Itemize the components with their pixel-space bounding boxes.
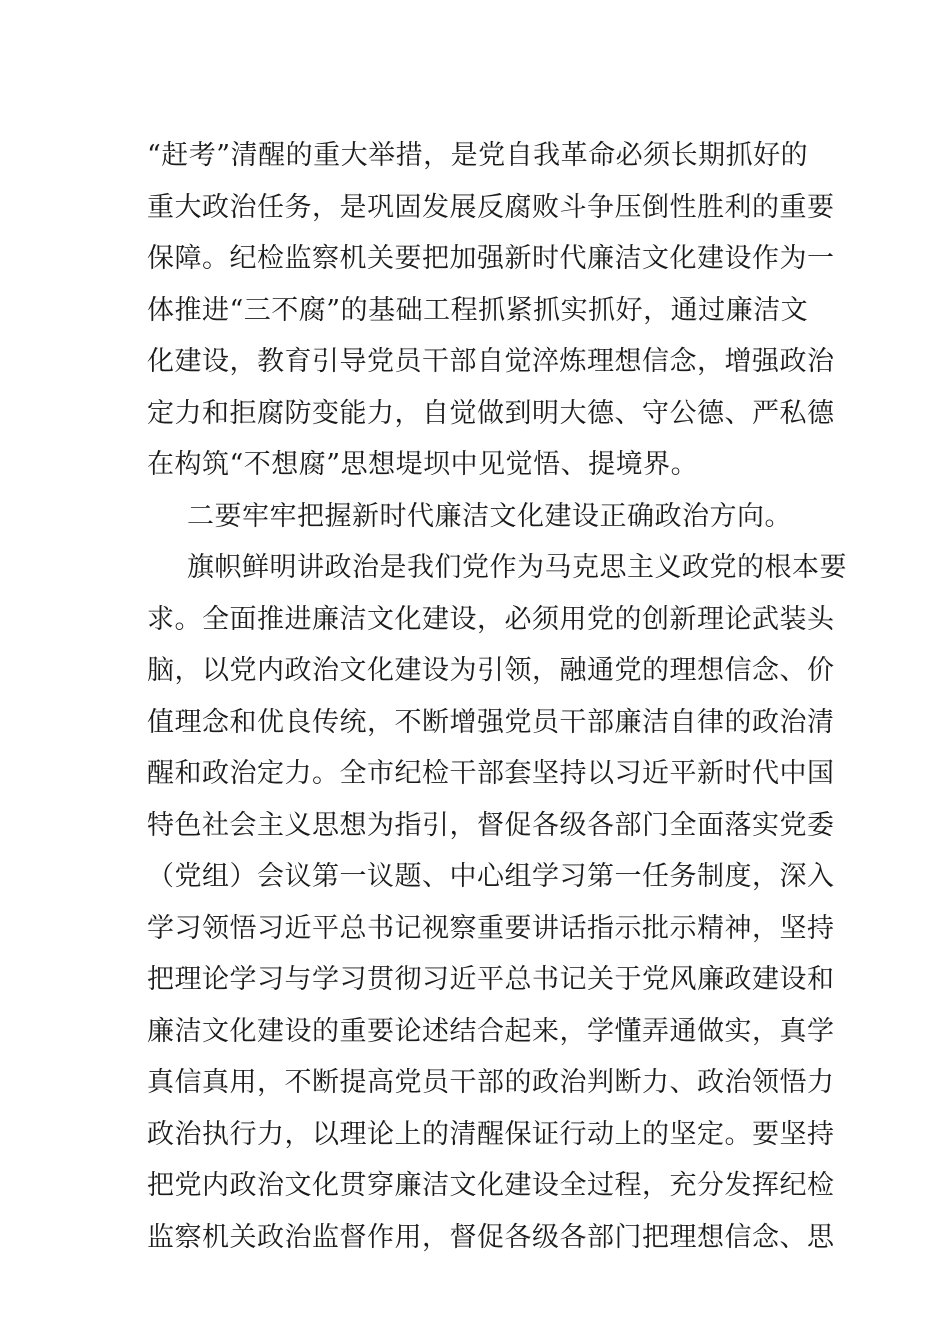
text-line: 真信真用，不断提高党员干部的政治判断力、政治领悟力 — [147, 1067, 835, 1098]
text-line: 化建设，教育引导党员干部自觉淬炼理想信念，增强政治 — [147, 346, 835, 377]
text-line: 值理念和优良传统，不断增强党员干部廉洁自律的政治清 — [147, 706, 835, 738]
text-line: 把理论学习与学习贯彻习近平总书记关于党风廉政建设和 — [147, 964, 835, 995]
text-line: 保障。纪检监察机关要把加强新时代廉洁文化建设作为一 — [147, 243, 835, 274]
body-text — [147, 130, 847, 1263]
text-line: 重大政治任务，是巩固发展反腐败斗争压倒性胜利的重要 — [147, 191, 835, 223]
text-line: 学习领悟习近平总书记视察重要讲话指示批示精神，坚持 — [147, 912, 835, 944]
text-line: “赶考”清醒的重大举措，是党自我革命必须长期抓好的 — [147, 140, 809, 171]
text-line: 求。全面推进廉洁文化建设，必须用党的创新理论武装头 — [147, 603, 835, 635]
text-line: 监察机关政治监督作用，督促各级各部门把理想信念、思 — [147, 1221, 835, 1253]
text-line: 体推进“三不腐”的基础工程抓紧抓实抓好，通过廉洁文 — [147, 294, 809, 326]
text-line: 旗帜鲜明讲政治是我们党作为马克思主义政党的根本要 — [187, 552, 847, 583]
text-line: 政治执行力，以理论上的清醒保证行动上的坚定。要坚持 — [147, 1118, 835, 1150]
text-line: （党组）会议第一议题、中心组学习第一任务制度，深入 — [147, 861, 835, 892]
text-line: 廉洁文化建设的重要论述结合起来，学懂弄通做实，真学 — [147, 1015, 835, 1047]
text-line: 特色社会主义思想为指引，督促各级各部门全面落实党委 — [147, 809, 835, 841]
text-line: 定力和拒腐防变能力，自觉做到明大德、守公德、严私德 — [147, 397, 835, 429]
text-line: 在构筑“不想腐”思想堤坝中见觉悟、提境界。 — [147, 449, 699, 480]
section-heading: 二要牢牢把握新时代廉洁文化建设正确政治方向。 — [187, 500, 792, 532]
text-line: 脑，以党内政治文化建设为引领，融通党的理想信念、价 — [147, 655, 835, 686]
text-line: 醒和政治定力。全市纪检干部套坚持以习近平新时代中国 — [147, 758, 835, 789]
text-line: 把党内政治文化贯穿廉洁文化建设全过程，充分发挥纪检 — [147, 1170, 835, 1201]
